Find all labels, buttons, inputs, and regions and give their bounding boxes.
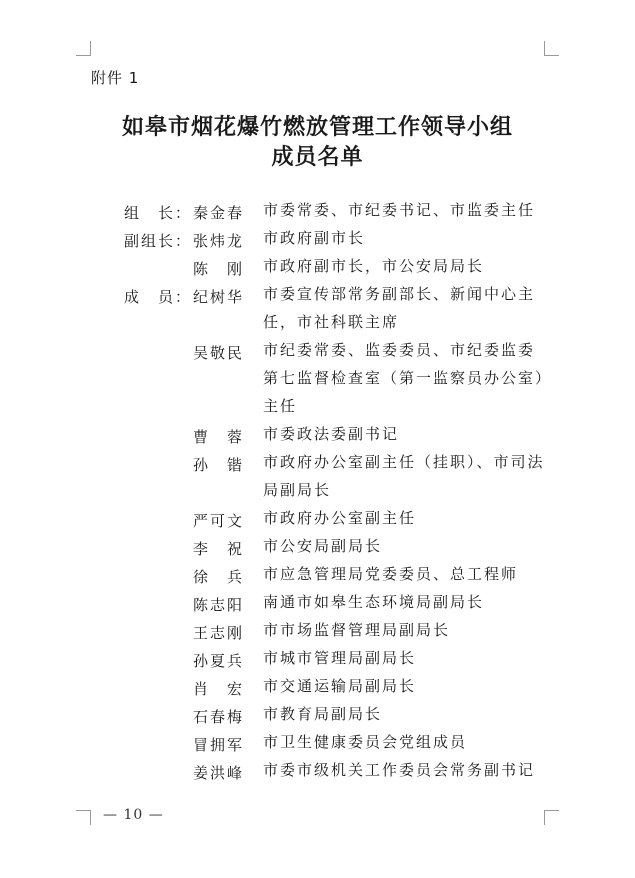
roster-duty: 市政府副市长 <box>263 229 366 247</box>
roster-duty: 市委政法委副书记 <box>263 425 400 443</box>
roster-row <box>0 617 635 645</box>
roster-duty: 市市场监督管理局副局长 <box>263 621 451 639</box>
roster-role: 副组长： <box>124 232 193 250</box>
roster-row <box>0 757 635 785</box>
roster-name: 肖 宏 <box>193 680 245 698</box>
roster-row <box>0 701 635 729</box>
roster-role: 成 员： <box>124 288 193 306</box>
roster-row <box>0 225 635 253</box>
roster-name: 纪树华 <box>193 288 245 306</box>
roster-row <box>0 673 635 701</box>
roster-duty: 市应急管理局党委委员、总工程师 <box>263 565 519 583</box>
roster-name: 石春梅 <box>193 708 245 726</box>
roster-duty: 市委市级机关工作委员会常务副书记 <box>263 761 536 779</box>
roster-name: 孙 锴 <box>193 456 245 474</box>
roster-name: 吴敬民 <box>193 344 245 362</box>
roster-name: 李 祝 <box>193 540 245 558</box>
roster-name: 陈志阳 <box>193 596 245 614</box>
attachment-label: 附件 1 <box>91 69 140 87</box>
roster-row <box>0 281 635 337</box>
roster-duty: 市城市管理局副局长 <box>263 649 417 667</box>
roster-duty: 市委宣传部常务副部长、新闻中心主任，市社科联主席 <box>263 285 536 331</box>
roster-row <box>0 561 635 589</box>
roster-name: 曹 蓉 <box>193 428 245 446</box>
crop-mark-top-right <box>544 41 559 56</box>
document-title-line-1: 如皋市烟花爆竹燃放管理工作领导小组 <box>121 114 513 140</box>
document-title-line-2: 成员名单 <box>271 144 364 170</box>
roster-row <box>0 729 635 757</box>
roster-row <box>0 645 635 673</box>
roster-duty: 市政府副市长，市公安局局长 <box>263 257 485 275</box>
roster-name: 陈 刚 <box>193 260 245 278</box>
roster-name: 秦金春 <box>193 204 245 222</box>
roster-name: 冒拥军 <box>193 736 245 754</box>
roster-duty: 市卫生健康委员会党组成员 <box>263 733 468 751</box>
member-roster <box>0 197 635 785</box>
roster-row <box>0 253 635 281</box>
crop-mark-bottom-right <box>544 810 559 825</box>
roster-row <box>0 589 635 617</box>
roster-role: 组 长： <box>124 204 193 222</box>
page-number: — 10 — <box>103 807 164 823</box>
roster-name: 徐 兵 <box>193 568 245 586</box>
roster-duty: 市教育局副局长 <box>263 705 383 723</box>
roster-duty: 市公安局副局长 <box>263 537 383 555</box>
roster-duty: 市政府办公室副主任（挂职）、市司法局副局长 <box>263 453 545 499</box>
roster-duty: 市政府办公室副主任 <box>263 509 417 527</box>
roster-duty: 市纪委常委、监委委员、市纪委监委第七监督检查室（第一监察员办公室）主任 <box>263 341 545 415</box>
crop-mark-bottom-left <box>76 810 91 825</box>
roster-duty: 市交通运输局副局长 <box>263 677 417 695</box>
roster-row <box>0 197 635 225</box>
roster-row <box>0 449 635 505</box>
roster-row <box>0 421 635 449</box>
roster-duty: 南通市如皋生态环境局副局长 <box>263 593 485 611</box>
roster-duty: 市委常委、市纪委书记、市监委主任 <box>263 201 536 219</box>
roster-name: 张炜龙 <box>193 232 245 250</box>
roster-name: 孙夏兵 <box>193 652 245 670</box>
roster-row <box>0 533 635 561</box>
roster-name: 王志刚 <box>193 624 245 642</box>
roster-name: 严可文 <box>193 512 245 530</box>
roster-row <box>0 337 635 421</box>
roster-row <box>0 505 635 533</box>
roster-name: 姜洪峰 <box>193 764 245 782</box>
crop-mark-top-left <box>76 41 91 56</box>
